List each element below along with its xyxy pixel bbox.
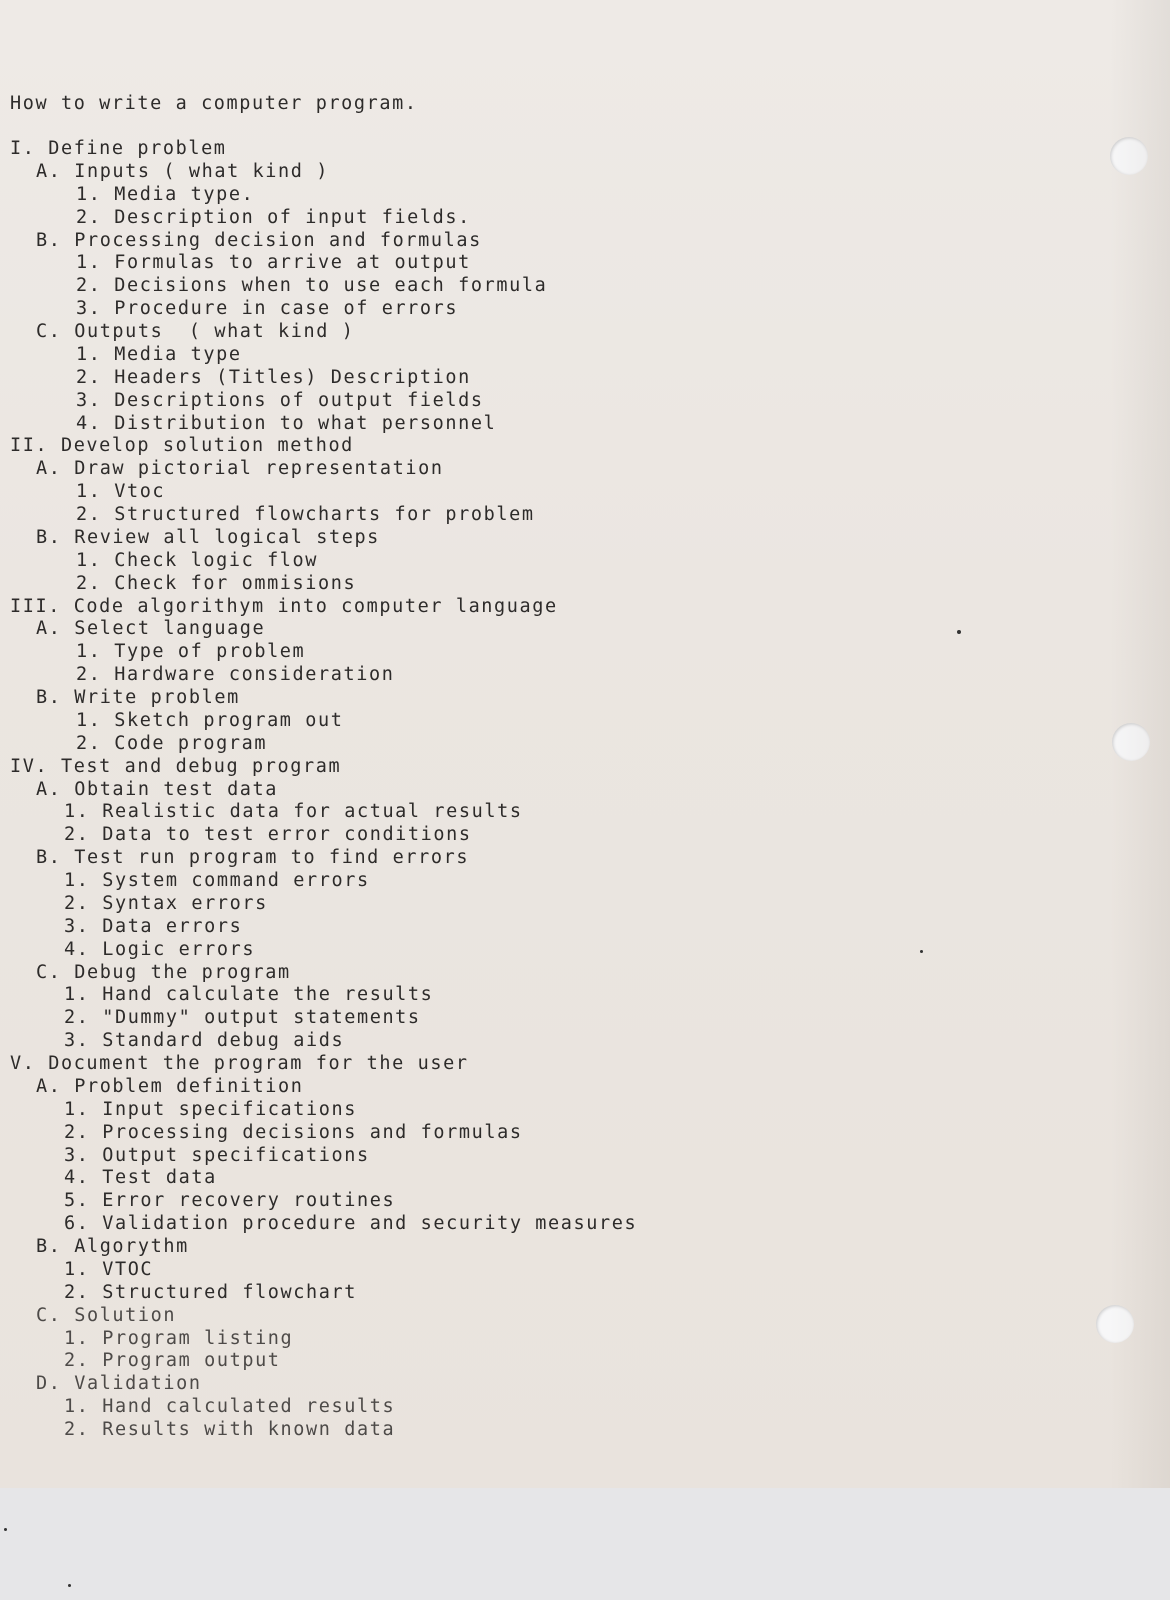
outline-item: 1. Formulas to arrive at output [76, 252, 471, 274]
outline-item: 2. "Dummy" output statements [64, 1007, 421, 1029]
outline-item: 2. Structured flowchart [64, 1281, 357, 1303]
section-heading: IV. Test and debug program [10, 755, 342, 777]
subsection-heading: B. Processing decision and formulas [36, 229, 482, 251]
subsection-heading: A. Draw pictorial representation [36, 458, 444, 480]
subsection-heading: C. Outputs ( what kind ) [36, 321, 355, 342]
binder-hole-bottom [1096, 1305, 1134, 1343]
subsection-heading: B. Write problem [36, 687, 240, 708]
subsection-heading: A. Problem definition [36, 1075, 304, 1097]
subsection-heading: C. Debug the program [36, 961, 291, 983]
outline-item: 2. Decisions when to use each formula [76, 275, 548, 297]
outline-item: 2. Program output [64, 1350, 281, 1372]
outline-item: 2. Processing decisions and formulas [64, 1121, 523, 1143]
outline-item: 3. Standard debug aids [64, 1030, 345, 1052]
section-heading: III. Code algorithym into computer language [10, 595, 558, 617]
paper-speck [957, 630, 961, 634]
outline-item: 2. Syntax errors [64, 892, 268, 914]
subsection-heading: B. Algorythm [36, 1236, 189, 1257]
outline-item: 1. Input specifications [64, 1098, 357, 1120]
outline-item: 5. Error recovery routines [64, 1190, 396, 1212]
outline-item: 2. Headers (Titles) Description [76, 366, 471, 388]
outline [10, 138, 637, 1442]
outline-item: 1. Sketch program out [76, 709, 344, 731]
outline-item: 4. Distribution to what personnel [76, 412, 497, 434]
subsection-heading: A. Inputs ( what kind ) [36, 160, 329, 182]
outline-item: 2. Data to test error conditions [64, 824, 472, 846]
scanner-speck [68, 1584, 71, 1587]
document-title: How to write a computer program. [10, 93, 418, 114]
subsection-heading: B. Review all logical steps [36, 526, 380, 548]
section-heading: I. Define problem [10, 138, 227, 159]
outline-item: 1. Hand calculate the results [64, 984, 434, 1006]
outline-item: 3. Procedure in case of errors [76, 298, 459, 320]
outline-item: 3. Output specifications [64, 1144, 370, 1166]
outline-item: 6. Validation procedure and security measures [64, 1213, 638, 1235]
outline-item: 1. Type of problem [76, 641, 306, 663]
outline-item: 3. Data errors [64, 915, 243, 937]
outline-item: 1. VTOC [64, 1258, 154, 1280]
subsection-heading: D. Validation [36, 1373, 202, 1395]
binder-hole-middle [1112, 723, 1150, 761]
outline-item: 1. Program listing [64, 1327, 294, 1349]
subsection-heading: B. Test run program to find errors [36, 847, 470, 869]
outline-item: 4. Test data [64, 1167, 217, 1189]
outline-item: 1. Media type. [76, 183, 255, 205]
subsection-heading: C. Solution [36, 1304, 177, 1326]
scanner-background [0, 1488, 1170, 1600]
binder-hole-top [1110, 137, 1148, 175]
outline-item: 2. Hardware consideration [76, 664, 395, 686]
outline-item: 1. Hand calculated results [64, 1396, 396, 1418]
subsection-heading: A. Obtain test data [36, 778, 279, 800]
outline-item: 2. Check for ommisions [76, 572, 357, 594]
outline-item: 1. Realistic data for actual results [64, 801, 523, 823]
outline-item: 2. Description of input fields. [76, 206, 471, 228]
outline-item: 1. System command errors [64, 870, 370, 891]
section-heading: V. Document the program for the user [10, 1053, 469, 1074]
subsection-heading: A. Select language [36, 618, 266, 640]
outline-item: 3. Descriptions of output fields [76, 389, 484, 411]
outline-item: 1. Vtoc [76, 481, 166, 503]
section-heading: II. Develop solution method [10, 435, 354, 457]
paper-speck [920, 950, 923, 953]
outline-item: 2. Results with known data [64, 1419, 396, 1440]
scanner-speck [4, 1528, 7, 1531]
outline-item: 2. Structured flowcharts for problem [76, 504, 535, 525]
outline-item: 4. Logic errors [64, 938, 256, 960]
outline-item: 1. Media type [76, 343, 242, 365]
outline-item: 2. Code program [76, 732, 268, 754]
outline-item: 1. Check logic flow [76, 549, 319, 571]
